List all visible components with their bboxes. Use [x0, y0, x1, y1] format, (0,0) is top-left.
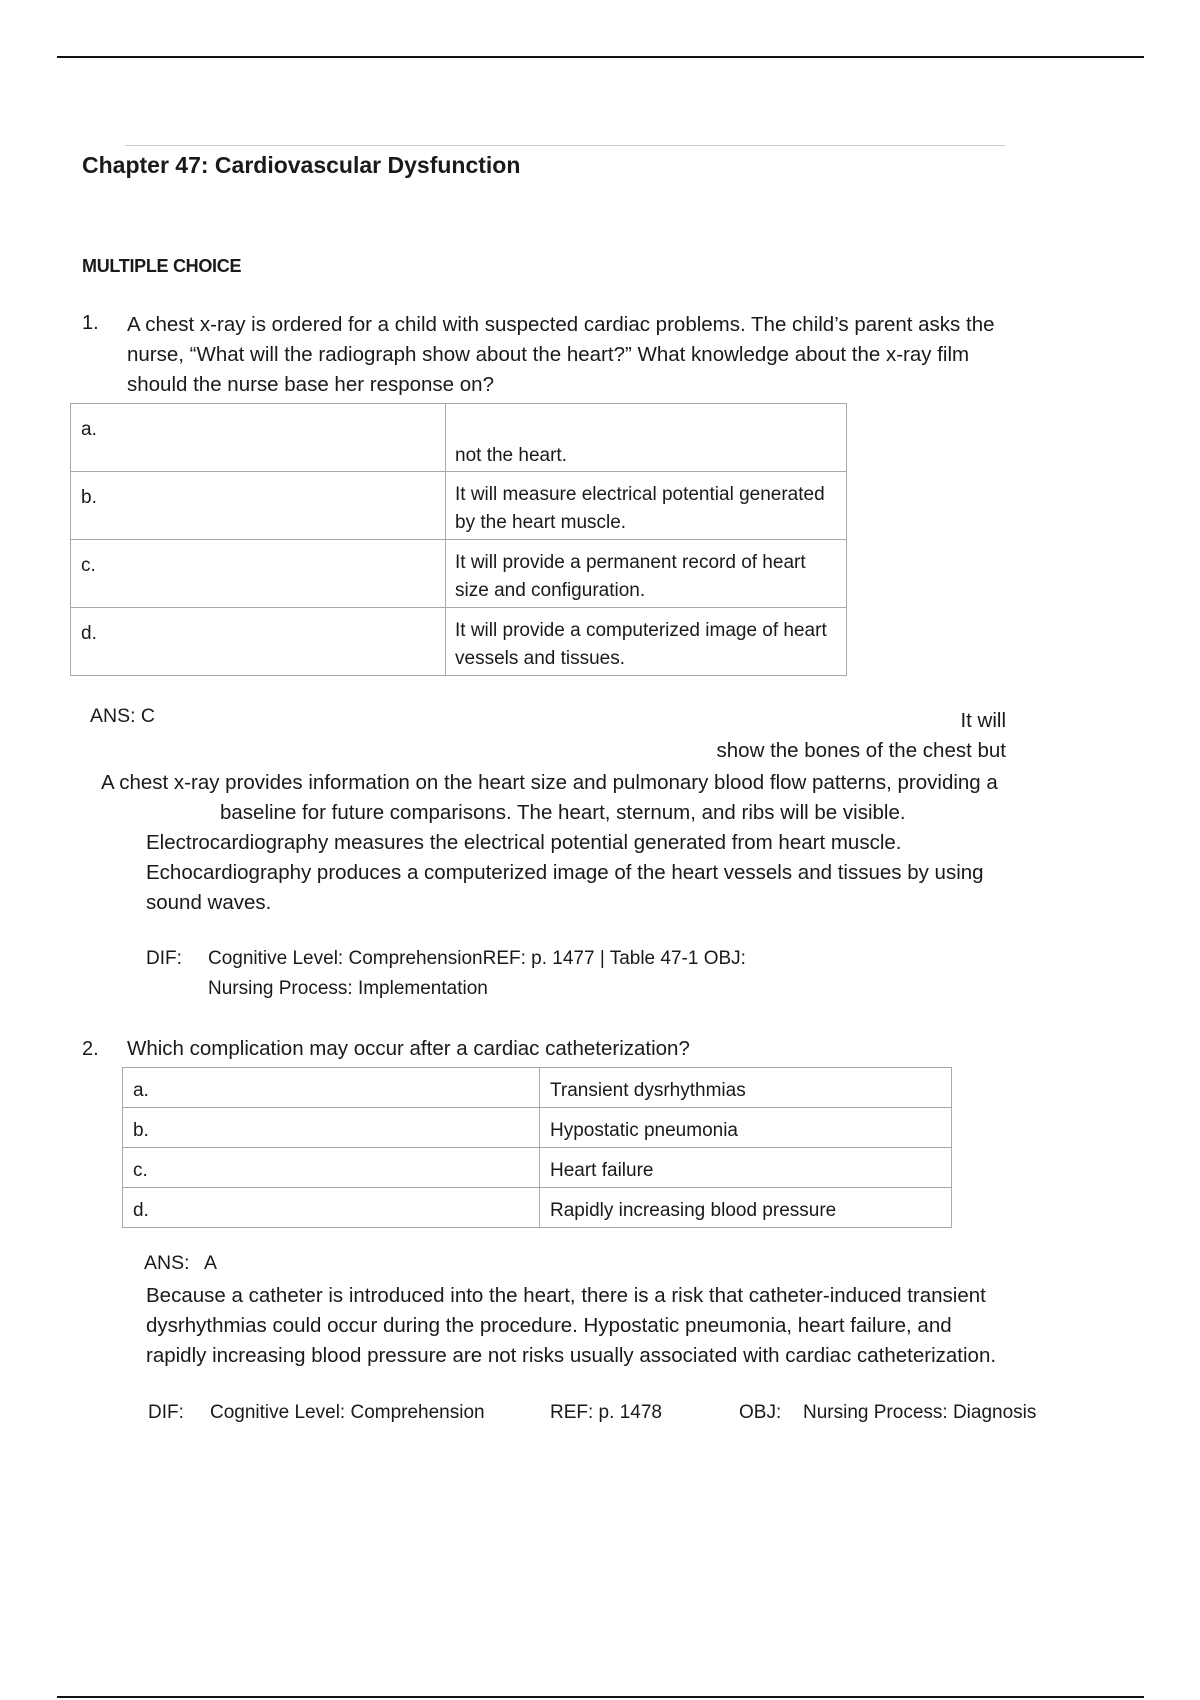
question-2-dif-label: DIF: — [148, 1402, 184, 1423]
option-row[interactable] — [123, 1148, 952, 1188]
question-1-dif-label: DIF: — [146, 948, 182, 969]
option-text: Hypostatic pneumonia — [540, 1108, 952, 1148]
option-row[interactable] — [71, 472, 847, 540]
question-1-rationale-line: Electrocardiography measures the electrical potential generated from heart muscle. — [146, 831, 902, 854]
question-1-rationale-line: sound waves. — [146, 891, 272, 914]
question-1-stem-line: A chest x-ray is ordered for a child with suspected cardiac problems. The child’s parent asks the — [127, 313, 995, 336]
question-1-rationale-line: Echocardiography produces a computerized image of the heart vessels and tissues by using — [146, 861, 984, 884]
question-2-obj-label: OBJ: — [739, 1402, 782, 1423]
question-2-options — [122, 1067, 952, 1228]
option-letter: d. — [123, 1188, 540, 1228]
question-2-rationale-line: Because a catheter is introduced into the heart, there is a risk that catheter-induced transient — [146, 1284, 986, 1307]
option-row[interactable] — [71, 404, 847, 472]
question-2-dif-value: Cognitive Level: Comprehension — [210, 1402, 485, 1423]
bottom-rule — [57, 1696, 1144, 1698]
question-2-rationale-line: rapidly increasing blood pressure are not risks usually associated with cardiac catheterization. — [146, 1344, 997, 1367]
option-letter: c. — [123, 1148, 540, 1188]
option-row[interactable] — [123, 1188, 952, 1228]
question-1-rationale-line: baseline for future comparisons. The heart, sternum, and ribs will be visible. — [220, 801, 906, 824]
question-1-rationale-line: A chest x-ray provides information on the heart size and pulmonary blood flow patterns, providing a — [101, 771, 998, 794]
option-text: Heart failure — [540, 1148, 952, 1188]
title-rule — [125, 145, 1005, 146]
top-rule — [57, 56, 1144, 58]
question-2-answer-label: ANS: — [144, 1252, 190, 1274]
option-letter: a. — [123, 1068, 540, 1108]
option-text: not the heart. — [446, 404, 847, 472]
displaced-text-line: It will — [960, 709, 1006, 732]
question-1-options — [70, 403, 847, 676]
option-letter: c. — [71, 540, 446, 608]
option-text: Transient dysrhythmias — [540, 1068, 952, 1108]
option-row[interactable] — [71, 540, 847, 608]
question-1-answer: ANS: C — [90, 705, 156, 727]
question-2-stem: Which complication may occur after a cardiac catheterization? — [127, 1037, 690, 1060]
question-1-number: 1. — [82, 312, 99, 334]
question-1-stem — [127, 310, 995, 400]
question-1-stem-line: nurse, “What will the radiograph show about the heart?” What knowledge about the x-ray film — [127, 343, 970, 366]
question-2-number: 2. — [82, 1038, 99, 1060]
option-row[interactable] — [71, 608, 847, 676]
chapter-title: Chapter 47: Cardiovascular Dysfunction — [82, 152, 521, 178]
option-text: It will provide a permanent record of heart size and configuration. — [446, 540, 847, 608]
option-text: Rapidly increasing blood pressure — [540, 1188, 952, 1228]
question-2-answer-value: A — [204, 1252, 218, 1274]
option-letter: b. — [123, 1108, 540, 1148]
question-2-obj-value: Nursing Process: Diagnosis — [803, 1402, 1037, 1423]
displaced-option-text — [717, 706, 1006, 766]
question-2-rationale-line: dysrhythmias could occur during the procedure. Hypostatic pneumonia, heart failure, and — [146, 1314, 952, 1337]
option-letter: a. — [71, 404, 446, 472]
question-1-stem-line: should the nurse base her response on? — [127, 373, 494, 396]
question-1-meta-line: Nursing Process: Implementation — [208, 978, 488, 999]
displaced-text-line: show the bones of the chest but — [716, 739, 1006, 762]
option-letter: d. — [71, 608, 446, 676]
section-heading: MULTIPLE CHOICE — [82, 256, 242, 276]
question-2-rationale — [146, 1281, 996, 1371]
option-row[interactable] — [123, 1068, 952, 1108]
option-text: It will provide a computerized image of heart vessels and tissues. — [446, 608, 847, 676]
option-letter: b. — [71, 472, 446, 540]
option-row[interactable] — [123, 1108, 952, 1148]
option-text: It will measure electrical potential generated by the heart muscle. — [446, 472, 847, 540]
question-1-meta-line: Cognitive Level: ComprehensionREF: p. 1477 | Table 47-1 OBJ: — [208, 948, 746, 969]
question-2-ref: REF: p. 1478 — [550, 1402, 662, 1423]
